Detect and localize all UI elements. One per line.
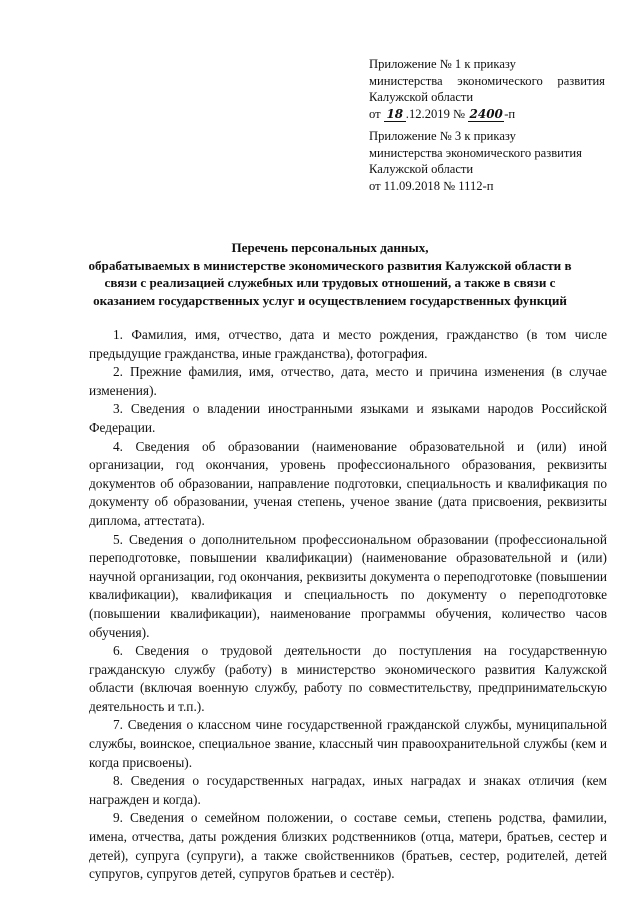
annex-1-number-suffix: -п — [504, 106, 516, 121]
title-line3: связи с реализацией служебных или трудовых отношений, а также в связи с — [104, 275, 556, 290]
annex-1-date-line — [369, 106, 605, 123]
title-line4: оказанием государственных услуг и осуществлением государственных функций — [93, 292, 567, 308]
annex-1-line2-word3: развития — [557, 73, 605, 88]
annex-3-line3: Калужской области — [369, 162, 474, 176]
annex-1-line3: Калужской области — [369, 90, 474, 104]
list-item-5: 5. Сведения о дополнительном профессиональном образовании (профессиональной переподготовке, повышении квалификации) (наименование образовательной и (или) научной организации, год окончания, реквизиты документа о переподготовке (повышении квалификации), квалификация и специальность по документу о переподготовке (повышении квалификации), наименование программы обучения, количество часов обучения). — [89, 531, 607, 640]
annex-1-line1: Приложение № 1 к приказу — [369, 57, 516, 71]
items-list — [89, 326, 607, 884]
document-title — [60, 239, 600, 309]
annex-1-date-prefix: от — [369, 106, 381, 121]
list-item-2: 2. Прежние фамилия, имя, отчество, дата, место и причина изменения (в случае изменения). — [89, 364, 607, 398]
annex-1-date-rest: .12.2019 № — [405, 106, 466, 121]
title-line2: обрабатываемых в министерстве экономического развития Калужской области в — [88, 257, 572, 273]
annex-1-line2-word1: министерства — [369, 73, 443, 88]
list-item-1: 1. Фамилия, имя, отчество, дата и место рождения, гражданство (в том числе предыдущие гражданства, иные гражданства), фотография. — [89, 327, 607, 361]
list-item-4: 4. Сведения об образовании (наименование образовательной и (или) иной организации, год окончания, уровень профессионального образования, реквизиты документов об образовании, направление подготовки, специальность и квалификация по документу об образовании, ученая степень, ученое звание (дата присвоения, реквизиты диплома, аттестата). — [89, 438, 607, 528]
annex-3-line1: Приложение № 3 к приказу — [369, 129, 516, 143]
list-item-3: 3. Сведения о владении иностранными языками и языками народов Российской Федерации. — [89, 401, 607, 435]
title-line1: Перечень персональных данных, — [231, 240, 429, 255]
list-item-7: 7. Сведения о классном чине государственной гражданской службы, муниципальной службы, воинское, специальное звание, классный чин правоохранительной службы (кем и когда присвоены). — [89, 717, 607, 770]
annex-1-order-number-handwritten: 2400 — [469, 106, 503, 121]
annex-1-header — [369, 56, 605, 122]
annex-3-header — [369, 128, 605, 194]
annex-3-line2: министерства экономического развития — [369, 145, 582, 160]
annex-1-line2-word2: экономического — [457, 73, 543, 88]
list-item-6: 6. Сведения о трудовой деятельности до поступления на государственную гражданскую службу (работу) в министерство экономического развития Калужской области (включая военную службу, работу по совместительству, предпринимательскую деятельность и т.п.). — [89, 643, 607, 714]
annex-1-line2 — [369, 73, 605, 90]
annex-1-date-day-handwritten: 18 — [384, 108, 406, 122]
annex-3-line4: от 11.09.2018 № 1112-п — [369, 178, 494, 193]
list-item-8: 8. Сведения о государственных наградах, иных наградах и знаках отличия (кем награжден и когда). — [89, 773, 607, 807]
list-item-9: 9. Сведения о семейном положении, о составе семьи, степень родства, фамилии, имена, отчества, даты рождения близких родственников (отца, матери, братьев, сестер и детей), супруга (супруги), а также свойственников (братьев, сестер, родителей, детей супругов, супругов детей, супругов братьев и сестёр). — [89, 810, 607, 882]
